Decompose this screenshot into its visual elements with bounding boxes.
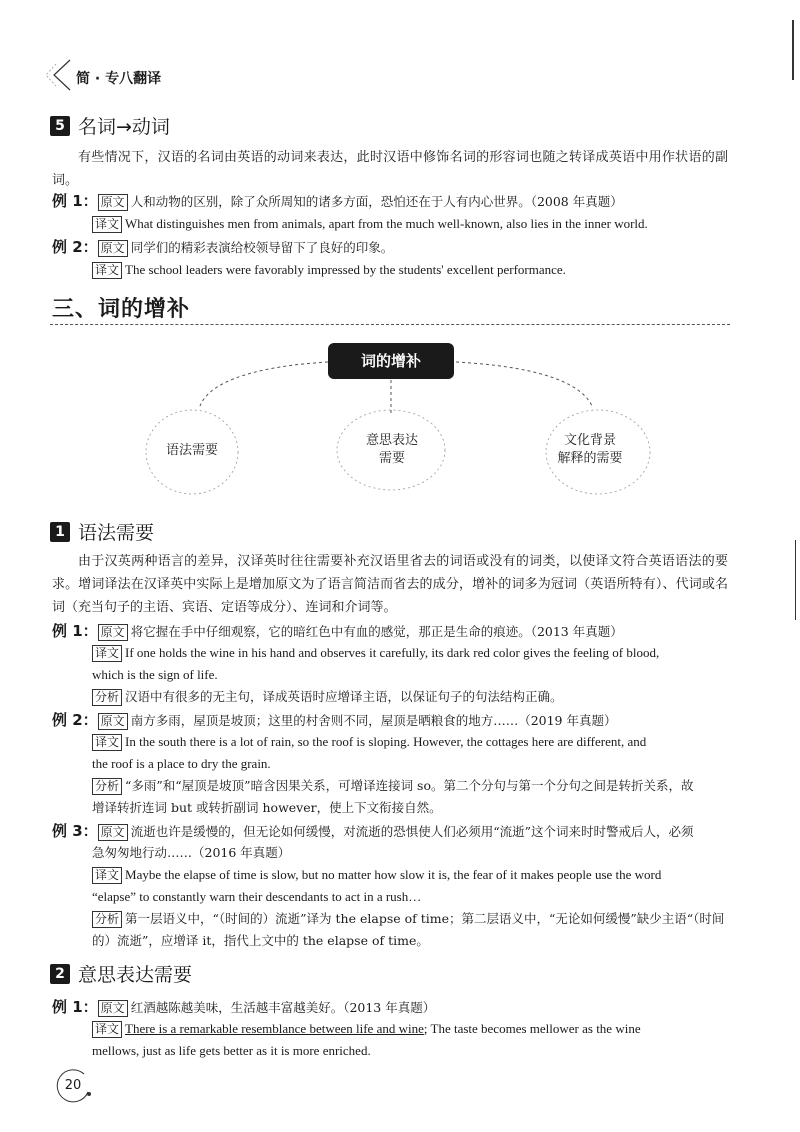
translation-tag: 译文 [92, 645, 122, 662]
example-label: 例 2： [52, 238, 98, 256]
subsection-heading-1 [50, 518, 154, 545]
source-tag: 原文 [98, 1000, 128, 1017]
analysis-tag: 分析 [92, 689, 122, 706]
source-text: 将它握在手中仔细观察，它的暗红色中有血的感觉，那正是生命的痕迹。（2013 年真题） [130, 624, 623, 639]
translation-row [92, 1018, 641, 1040]
analysis-text: 汉语中有很多的无主句，译成英语时应增译主语，以保证句子的句法结构正确。 [125, 689, 563, 704]
translation-row [92, 259, 566, 281]
example-label: 例 3： [52, 822, 98, 840]
translation-text: Maybe the elapse of time is slow, but no matter how slow it is, the fear of it makes people use the word [125, 867, 662, 882]
subsection-heading-2 [50, 960, 192, 987]
source-text: 同学们的精彩表演给校领导留下了良好的印象。 [130, 240, 394, 255]
heading-divider [50, 324, 730, 325]
section5-intro: 有些情况下，汉语的名词由英语的动词来表达，此时汉语中修饰名词的形容词也随之转译成英语中用作状语的副词。 [52, 150, 728, 188]
mindmap-node-meaning: 意思表达 需要 [365, 433, 418, 466]
analysis-text-cont: 增译转折连词 but 或转折副词 however，使上下文衔接自然。 [92, 800, 442, 815]
part-heading: 三、词的增补 [52, 297, 191, 322]
translation-row [92, 642, 659, 664]
analysis-text: 第一层语义中，“（时间的）流逝”译为 the elapse of time；第二层语义中，“无论如何缓慢”缺少主语“（时间 [125, 911, 725, 926]
analysis-tag: 分析 [92, 778, 122, 795]
section-heading-5 [50, 112, 170, 139]
subsection-number-badge: 1 [50, 522, 70, 542]
section-title: 名词→动词 [78, 116, 170, 138]
source-text-cont: 急匆匆地行动……（2016 年真题） [92, 845, 291, 860]
source-tag: 原文 [98, 194, 128, 211]
source-tag: 原文 [98, 240, 128, 257]
translation-row [92, 213, 648, 235]
page-number: 20 [64, 1078, 82, 1093]
scan-edge-mark [792, 20, 794, 80]
translation-tag: 译文 [92, 1021, 122, 1038]
analysis-text-cont: 的）流逝”，应增译 it，指代上文中的 the elapse of time。 [92, 933, 429, 948]
example-row [52, 236, 393, 259]
translation-tag: 译文 [92, 734, 122, 751]
source-text: 南方多雨，屋顶是坡顶；这里的村舍则不同，屋顶是晒粮食的地方……（2019 年真题） [130, 713, 617, 728]
analysis-row [92, 775, 694, 797]
translation-text: What distinguishes men from animals, apart from the much well-known, also lies in the inner world. [125, 216, 648, 231]
analysis-tag: 分析 [92, 911, 122, 928]
mindmap-center: 词的增补 [328, 343, 454, 379]
translation-text: ; The taste becomes mellower as the wine [423, 1021, 641, 1036]
translation-text: The school leaders were favorably impressed by the students' excellent performance. [125, 262, 566, 277]
mindmap-node-grammar: 语法需要 [165, 443, 218, 458]
example-label: 例 1： [52, 192, 98, 210]
header-bracket-icon [44, 58, 78, 92]
source-tag: 原文 [98, 624, 128, 641]
example-label: 例 1： [52, 622, 98, 640]
example-label: 例 2： [52, 711, 98, 729]
running-header: 简 · 专八翻译 [76, 71, 162, 87]
translation-tag: 译文 [92, 867, 122, 884]
analysis-row [92, 908, 724, 930]
scan-edge-mark [795, 540, 796, 620]
translation-tag: 译文 [92, 262, 122, 279]
translation-text-underlined: There is a remarkable resemblance between life and wine [125, 1021, 424, 1036]
translation-row [92, 731, 646, 753]
example-row [52, 709, 616, 732]
analysis-row [92, 686, 563, 708]
translation-row [92, 864, 661, 886]
sub1-intro: 由于汉英两种语言的差异，汉译英时往往需要补充汉语里省去的词语或没有的词类，以使译文符合英语语法的要求。增词译法在汉译英中实际上是增加原文为了语言简洁而省去的成分，增补的词多为冠词（英语所特有）、代词或名词（充当句子的主语、宾语、定语等成分）、连词和介词等。 [52, 554, 728, 615]
source-tag: 原文 [98, 713, 128, 730]
translation-text-cont: the roof is a place to dry the grain. [92, 756, 271, 771]
example-row [52, 820, 693, 843]
example-label: 例 1： [52, 998, 98, 1016]
subsection-title: 语法需要 [78, 522, 155, 544]
example-row [52, 620, 623, 643]
translation-text: If one holds the wine in his hand and observes it carefully, its dark red color gives the feeling of blood, [125, 645, 660, 660]
source-text: 人和动物的区别，除了众所周知的诸多方面，恐怕还在于人有内心世界。（2008 年真题） [130, 194, 623, 209]
translation-tag: 译文 [92, 216, 122, 233]
translation-text-cont: which is the sign of life. [92, 667, 218, 682]
translation-text-cont: mellows, just as life gets better as it is more enriched. [92, 1043, 371, 1058]
source-tag: 原文 [98, 824, 128, 841]
subsection-title: 意思表达需要 [78, 964, 193, 986]
source-text: 流逝也许是缓慢的，但无论如何缓慢，对流逝的恐惧使人们必须用“流逝”这个词来时时警戒后人，必须 [130, 824, 694, 839]
translation-text-cont: “elapse” to constantly warn their descendants to act in a rush… [92, 889, 422, 904]
subsection-number-badge: 2 [50, 964, 70, 984]
section-number-badge: 5 [50, 116, 70, 136]
example-row [52, 996, 435, 1019]
translation-text: In the south there is a lot of rain, so the roof is sloping. However, the cottages here are different, and [125, 734, 647, 749]
source-text: 红酒越陈越美味，生活越丰富越美好。（2013 年真题） [130, 1000, 436, 1015]
mindmap-node-culture: 文化背景 解释的需要 [557, 433, 623, 466]
example-row [52, 190, 623, 213]
analysis-text: “多雨”和“屋顶是坡顶”暗含因果关系，可增译连接词 so。第二个分句与第一个分句之间是转折关系，故 [125, 778, 694, 793]
